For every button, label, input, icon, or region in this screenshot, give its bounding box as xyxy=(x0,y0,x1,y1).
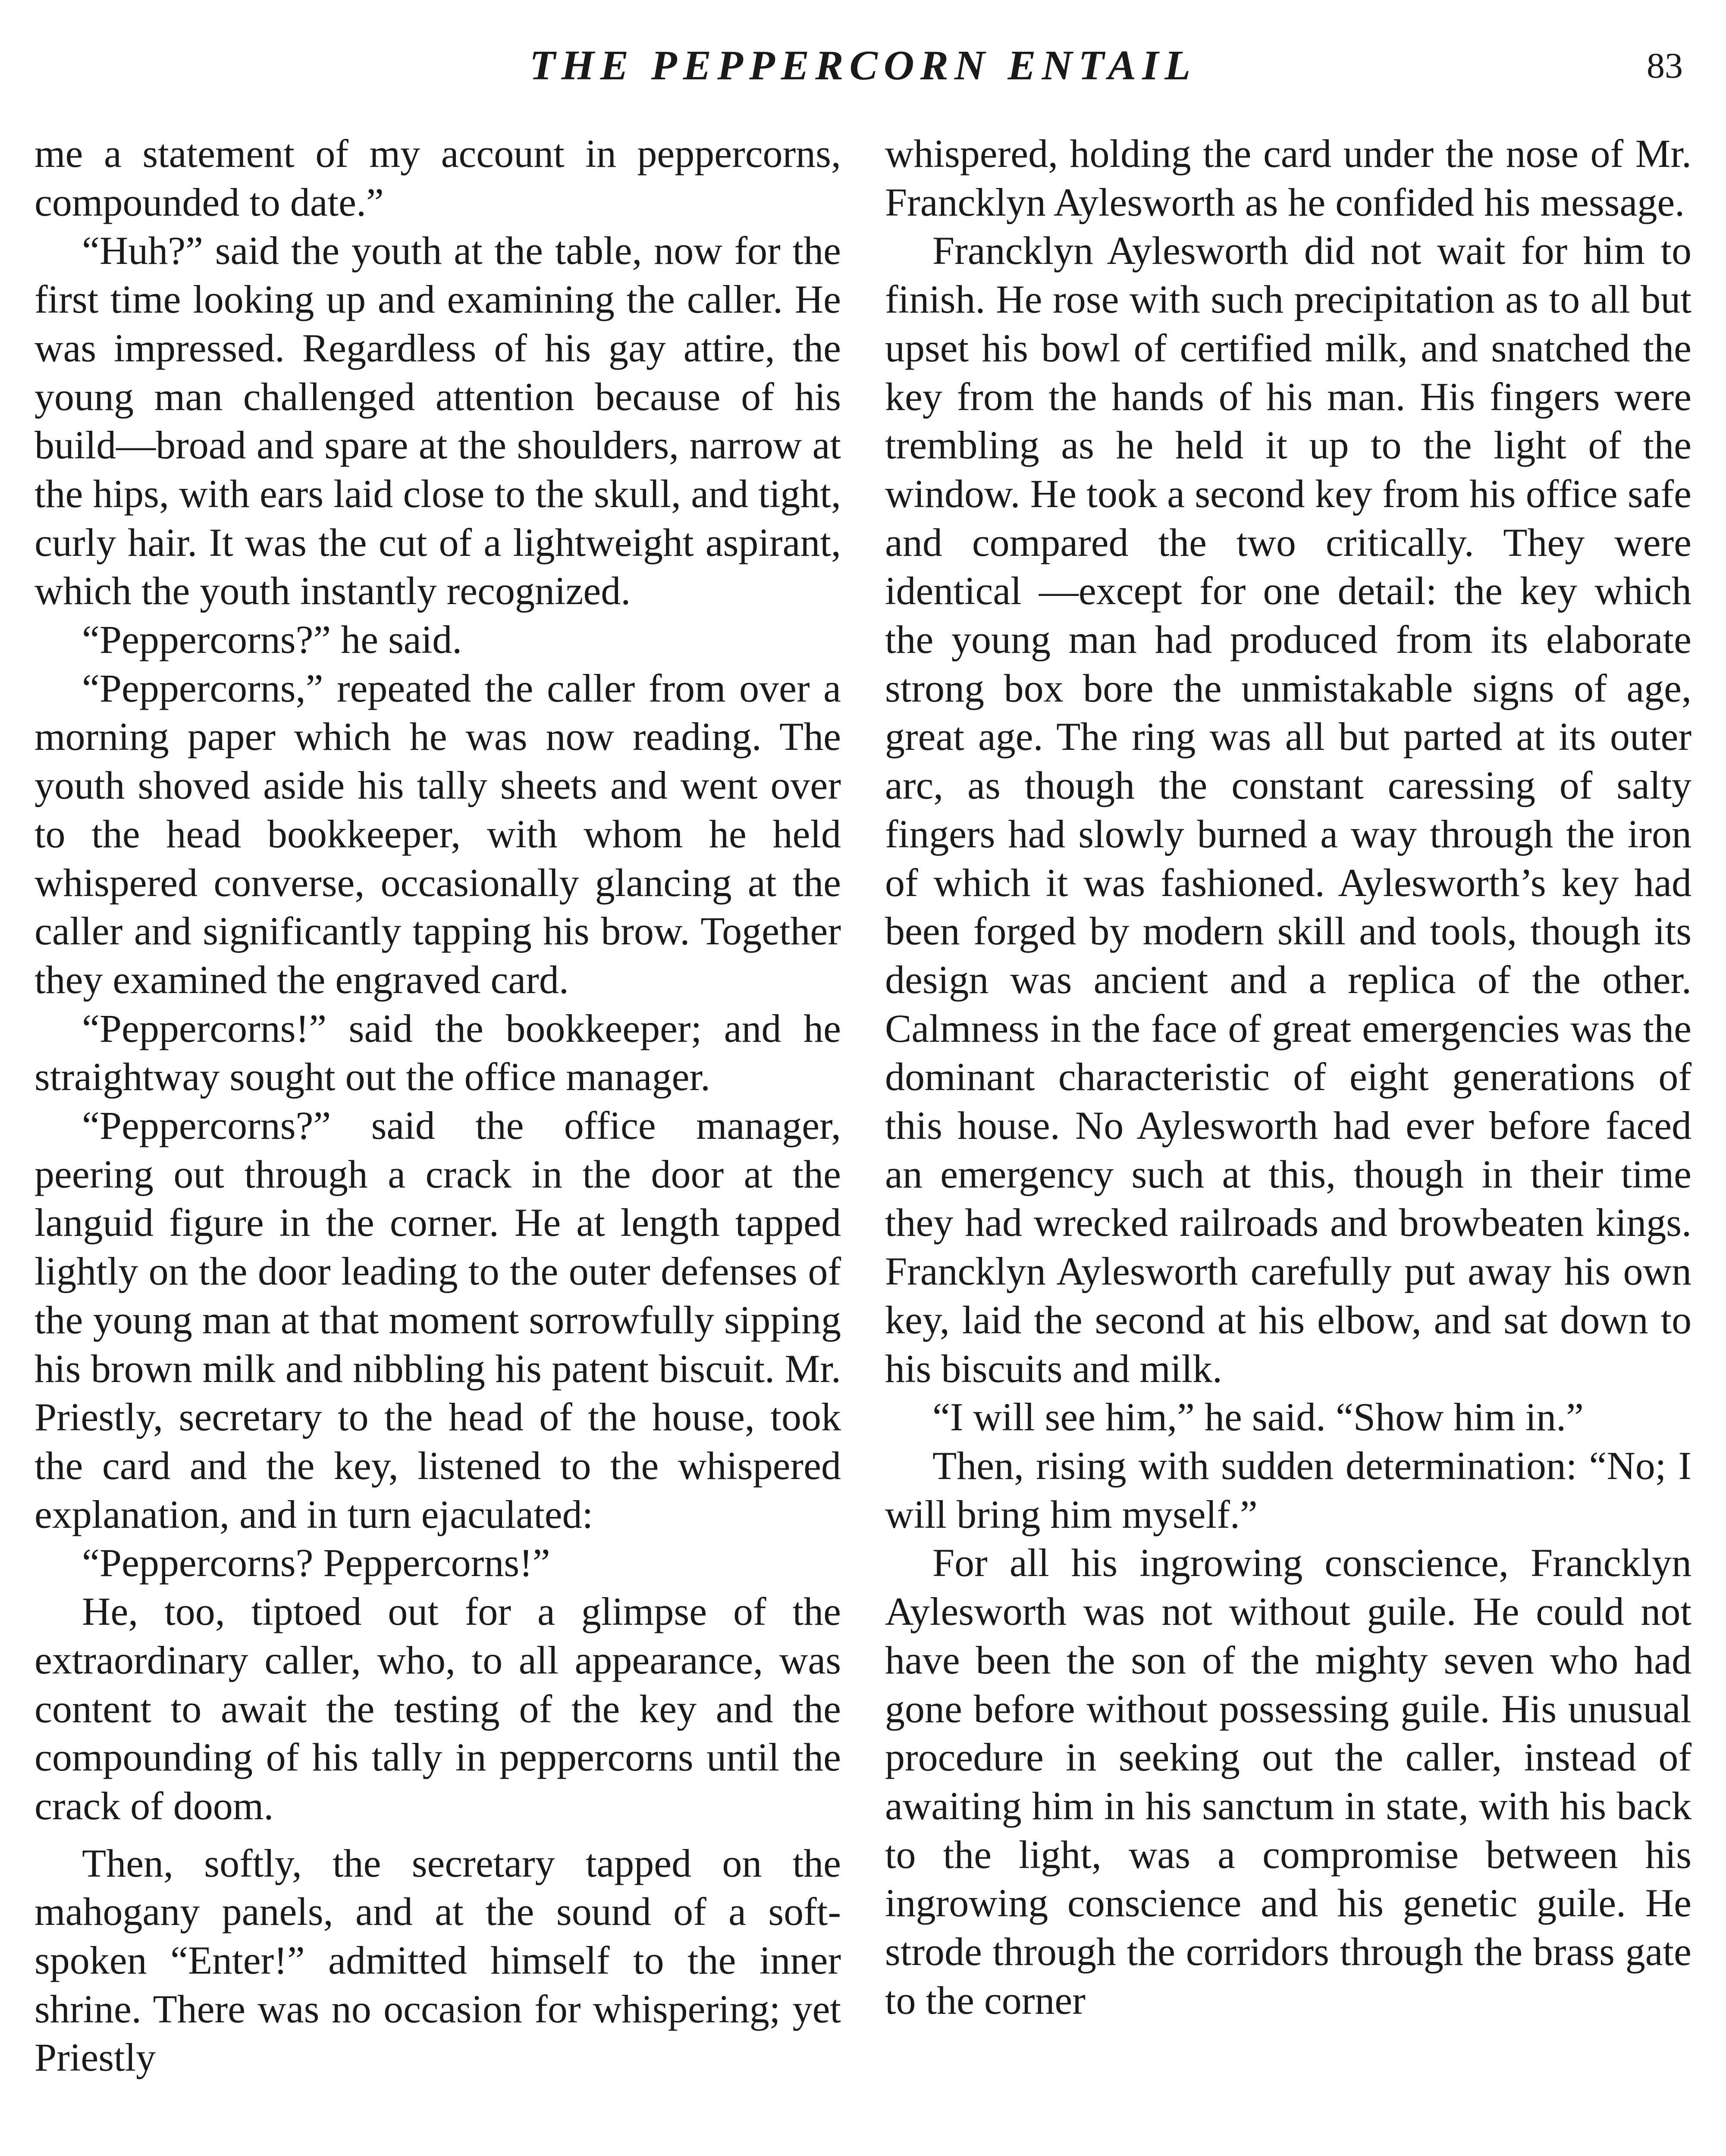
paragraph: Francklyn Aylesworth did not wait for him to finish. He rose with such precipitation as to all but upset his bowl of certified milk, and snatched the key from the hands of his man. His fingers were trembling as he held it up to the light of the window. He took a second key from his office safe and compared the two critically. They were identical —except for one detail: the key which the young man had produced from its elaborate strong box bore the unmistakable signs of age, great age. The ring was all but parted at its outer arc, as though the constant caressing of salty fingers had slowly burned a way through the iron of which it was fashioned. Aylesworth’s key had been forged by modern skill and tools, though its design was ancient and a replica of the other. Calmness in the face of great emergencies was the dominant characteristic of eight generations of this house. No Aylesworth had ever before faced an emergency such at this, though in their time they had wrecked railroads and browbeaten kings. Francklyn Aylesworth carefully put away his own key, laid the second at his elbow, and sat down to his biscuits and milk. xyxy=(885,229,1691,1391)
paragraph: whispered, holding the card under the nose of Mr. Francklyn Aylesworth as he confided his message. xyxy=(885,132,1691,224)
right-column xyxy=(885,129,1691,2024)
paragraph: For all his ingrowing conscience, Francklyn Aylesworth was not without guile. He could not have been the son of the mighty seven who had gone before without possessing guile. His unusual procedure in seeking out the caller, instead of awaiting him in his sanctum in state, with his back to the light, was a compromise between his ingrowing conscience and his genetic guile. He strode through the corridors through the brass gate to the corner xyxy=(885,1541,1691,2022)
paragraph: He, too, tiptoed out for a glimpse of the extraordinary caller, who, to all appearance, was content to await the testing of the key and the compounding of his tally in peppercorns until the crack of doom. xyxy=(35,1589,841,1828)
paragraph: “Peppercorns? Peppercorns!” xyxy=(82,1541,550,1585)
paragraph: “Peppercorns!” said the bookkeeper; and he straightway sought out the office manager. xyxy=(35,1006,841,1099)
paragraph: Then, softly, the secretary tapped on the mahogany panels, and at the sound of a soft-spoken “Enter!” admitted himself to the inner shrine. There was no occasion for whispering; yet Priestly xyxy=(35,1841,841,2080)
left-column xyxy=(35,129,841,2082)
paragraph: Then, rising with sudden determination: “No; I will bring him myself.” xyxy=(885,1443,1691,1536)
paragraph: “I will see him,” he said. “Show him in.” xyxy=(932,1395,1584,1439)
paragraph: me a statement of my account in peppercorns, compounded to date.” xyxy=(35,132,841,224)
page-header xyxy=(38,41,1688,93)
running-title: THE PEPPERCORN ENTAIL xyxy=(529,42,1197,89)
paragraph: “Peppercorns?” said the office manager, peering out through a crack in the door at the languid figure in the corner. He at length tapped lightly on the door leading to the outer defenses of the young man at that moment sorrowfully sipping his brown milk and nibbling his patent biscuit. Mr. Priestly, secretary to the head of the house, took the card and the key, listened to the whispered explanation, and in turn ejaculated: xyxy=(35,1103,841,1536)
page-number: 83 xyxy=(1647,46,1683,86)
paragraph: “Peppercorns?” he said. xyxy=(82,617,462,662)
paragraph: “Peppercorns,” repeated the caller from over a morning paper which he was now reading. The youth shoved aside his tally sheets and went over to the head bookkeeper, with whom he held whispered converse, occasionally glancing at the caller and significantly tapping his brow. Together they examined the engraved card. xyxy=(35,666,841,1002)
paragraph: “Huh?” said the youth at the table, now for the first time looking up and examining the caller. He was impressed. Regardless of his gay attire, the young man challenged attention because of his build—broad and spare at the shoulders, narrow at the hips, with ears laid close to the skull, and tight, curly hair. It was the cut of a lightweight aspirant, which the youth instantly recognized. xyxy=(35,229,841,613)
